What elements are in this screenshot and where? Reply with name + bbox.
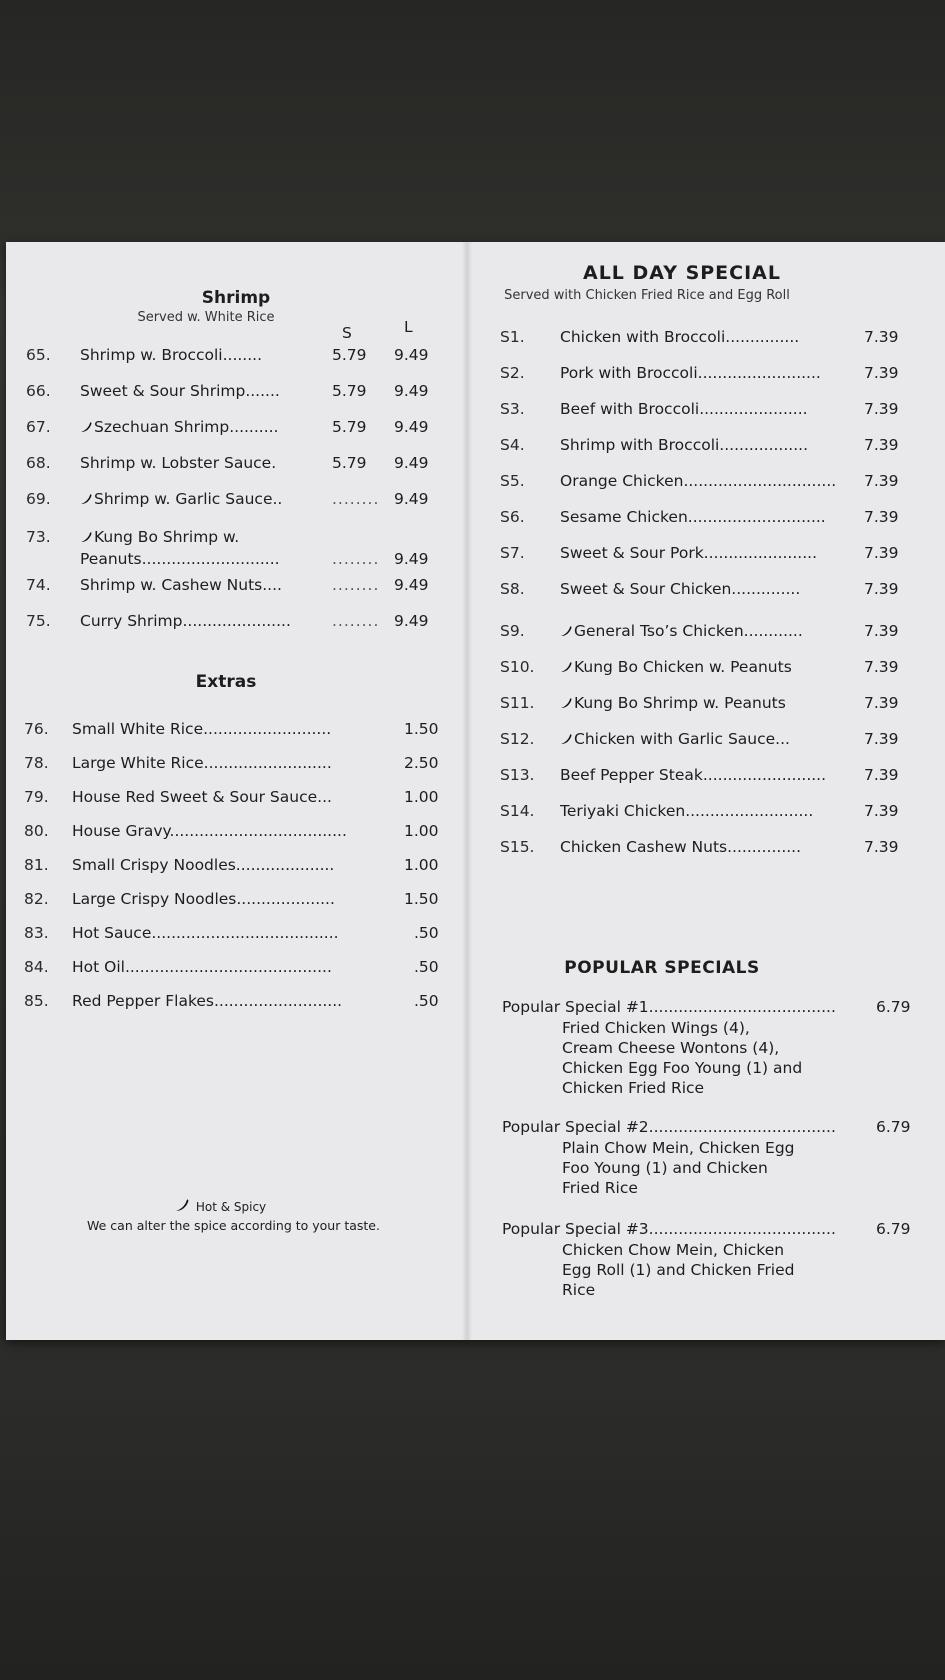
item-name: Large White Rice.......................... xyxy=(72,754,332,772)
item-number: 84. xyxy=(24,958,49,976)
item-number: S1. xyxy=(500,328,525,346)
shrimp-section-subtitle: Served w. White Rice xyxy=(137,310,275,325)
all-day-special-subtitle: Served with Chicken Fried Rice and Egg Roll xyxy=(504,288,790,303)
item-number: S4. xyxy=(500,436,525,454)
item-number: 81. xyxy=(24,856,49,874)
item-name: Shrimp w. Cashew Nuts.... xyxy=(80,576,282,594)
item-price: 7.39 xyxy=(864,472,899,490)
price-small: ........ xyxy=(332,612,380,630)
price-large: 9.49 xyxy=(394,454,429,472)
item-price: .50 xyxy=(414,958,439,976)
item-price: 2.50 xyxy=(404,754,439,772)
description-line: Chicken Egg Foo Young (1) and xyxy=(562,1059,803,1077)
item-price: 7.39 xyxy=(864,508,899,526)
item-name: Curry Shrimp...................... xyxy=(80,612,291,630)
item-number: S15. xyxy=(500,838,535,856)
shrimp-section-title: Shrimp xyxy=(201,288,271,308)
item-price: 1.50 xyxy=(404,890,439,908)
item-name: Sweet & Sour Chicken.............. xyxy=(560,580,801,598)
item-name: Kung Bo Shrimp w. Peanuts xyxy=(560,694,786,712)
item-name: Hot Sauce...................................... xyxy=(72,924,339,942)
item-name: Popular Special #3...................................... xyxy=(502,1220,836,1238)
item-name: Shrimp w. Garlic Sauce.. xyxy=(80,490,282,508)
extras-section-title: Extras xyxy=(195,672,257,692)
item-number: 76. xyxy=(24,720,49,738)
item-number: S9. xyxy=(500,622,525,640)
item-name: House Red Sweet & Sour Sauce... xyxy=(72,788,332,806)
all-day-special-title: ALL DAY SPECIAL xyxy=(583,262,781,284)
item-price: 7.39 xyxy=(864,580,899,598)
item-price: 7.39 xyxy=(864,436,899,454)
item-number: S12. xyxy=(500,730,535,748)
item-name: Peanuts............................ xyxy=(80,550,280,568)
item-price: 6.79 xyxy=(876,1118,911,1136)
item-number: S5. xyxy=(500,472,525,490)
item-number: S11. xyxy=(500,694,535,712)
description-line: Fried Chicken Wings (4), xyxy=(562,1019,750,1037)
item-number: 69. xyxy=(26,490,51,508)
item-number: S14. xyxy=(500,802,535,820)
chili-pepper-icon xyxy=(80,531,92,543)
popular-special-description xyxy=(562,1018,802,1098)
price-small: ........ xyxy=(332,550,380,568)
item-name: Teriyaki Chicken.......................... xyxy=(560,802,814,820)
item-number: 73. xyxy=(26,528,51,546)
item-price: 7.39 xyxy=(864,328,899,346)
item-number: 67. xyxy=(26,418,51,436)
chili-pepper-icon xyxy=(560,697,572,709)
item-price: 1.00 xyxy=(404,822,439,840)
price-small: 5.79 xyxy=(332,418,367,436)
item-number: 80. xyxy=(24,822,49,840)
item-name: Sweet & Sour Pork....................... xyxy=(560,544,817,562)
item-price: 7.39 xyxy=(864,730,899,748)
item-price: 1.00 xyxy=(404,788,439,806)
item-name: Szechuan Shrimp.......... xyxy=(80,418,278,436)
description-line: Rice xyxy=(562,1281,596,1299)
item-name: Hot Oil.......................................... xyxy=(72,958,332,976)
chili-pepper-icon xyxy=(80,421,92,433)
item-number: S3. xyxy=(500,400,525,418)
col-header-s: S xyxy=(342,324,352,342)
description-line: Cream Cheese Wontons (4), xyxy=(562,1039,780,1057)
item-number: S10. xyxy=(500,658,535,676)
item-number: 85. xyxy=(24,992,49,1010)
item-name: Chicken Cashew Nuts............... xyxy=(560,838,802,856)
description-line: Fried Rice xyxy=(562,1179,638,1197)
item-number: S8. xyxy=(500,580,525,598)
item-number: 66. xyxy=(26,382,51,400)
item-number: 78. xyxy=(24,754,49,772)
item-number: 68. xyxy=(26,454,51,472)
popular-specials-title: POPULAR SPECIALS xyxy=(564,958,760,978)
item-name: Beef Pepper Steak......................... xyxy=(560,766,827,784)
price-large: 9.49 xyxy=(394,550,429,568)
item-number: S13. xyxy=(500,766,535,784)
item-name: Shrimp w. Broccoli........ xyxy=(80,346,263,364)
price-large: 9.49 xyxy=(394,490,429,508)
item-number: 74. xyxy=(26,576,51,594)
chili-pepper-icon xyxy=(560,733,572,745)
item-name: Large Crispy Noodles.................... xyxy=(72,890,335,908)
spicy-legend xyxy=(174,1198,266,1214)
item-name: Beef with Broccoli...................... xyxy=(560,400,808,418)
price-small: ........ xyxy=(332,490,380,508)
chili-pepper-icon xyxy=(560,625,572,637)
description-line: Egg Roll (1) and Chicken Fried xyxy=(562,1261,795,1279)
item-number: S7. xyxy=(500,544,525,562)
description-line: Foo Young (1) and Chicken xyxy=(562,1159,768,1177)
price-large: 9.49 xyxy=(394,612,429,630)
popular-special-description xyxy=(562,1240,795,1300)
item-number: 79. xyxy=(24,788,49,806)
item-name: General Tso’s Chicken............ xyxy=(560,622,803,640)
item-number: 75. xyxy=(26,612,51,630)
item-price: 7.39 xyxy=(864,658,899,676)
item-name: Chicken with Broccoli............... xyxy=(560,328,800,346)
item-name: Shrimp with Broccoli.................. xyxy=(560,436,808,454)
item-number: 82. xyxy=(24,890,49,908)
item-price: 7.39 xyxy=(864,766,899,784)
item-name: Popular Special #2...................................... xyxy=(502,1118,836,1136)
popular-special-description xyxy=(562,1138,795,1198)
left-panel xyxy=(6,242,461,1340)
chili-pepper-icon xyxy=(174,1198,190,1212)
description-line: Chicken Fried Rice xyxy=(562,1079,705,1097)
item-price: 1.00 xyxy=(404,856,439,874)
item-price: 7.39 xyxy=(864,364,899,382)
right-panel xyxy=(472,242,945,1340)
item-name: House Gravy.................................... xyxy=(72,822,347,840)
item-price: 7.39 xyxy=(864,838,899,856)
price-small: ........ xyxy=(332,576,380,594)
item-name: Kung Bo Shrimp w. xyxy=(80,528,239,546)
item-number: 65. xyxy=(26,346,51,364)
price-small: 5.79 xyxy=(332,454,367,472)
description-line: Chicken Chow Mein, Chicken xyxy=(562,1241,785,1259)
item-number: S2. xyxy=(500,364,525,382)
item-name: Orange Chicken............................... xyxy=(560,472,837,490)
item-name: Chicken with Garlic Sauce... xyxy=(560,730,790,748)
fold-crease xyxy=(462,242,472,1340)
item-price: 7.39 xyxy=(864,400,899,418)
item-price: 6.79 xyxy=(876,998,911,1016)
price-large: 9.49 xyxy=(394,382,429,400)
item-number: 83. xyxy=(24,924,49,942)
price-large: 9.49 xyxy=(394,418,429,436)
spice-note: We can alter the spice according to your taste. xyxy=(87,1218,380,1233)
price-large: 9.49 xyxy=(394,346,429,364)
item-price: 7.39 xyxy=(864,802,899,820)
item-name: Small Crispy Noodles.................... xyxy=(72,856,335,874)
chili-pepper-icon xyxy=(80,493,92,505)
price-small: 5.79 xyxy=(332,382,367,400)
item-name: Small White Rice.......................... xyxy=(72,720,332,738)
item-price: 7.39 xyxy=(864,622,899,640)
price-small: 5.79 xyxy=(332,346,367,364)
item-price: 6.79 xyxy=(876,1220,911,1238)
spicy-legend-label: Hot & Spicy xyxy=(195,1200,267,1214)
chili-pepper-icon xyxy=(560,661,572,673)
price-large: 9.49 xyxy=(394,576,429,594)
item-name: Sweet & Sour Shrimp....... xyxy=(80,382,280,400)
item-name: Popular Special #1...................................... xyxy=(502,998,836,1016)
item-price: 7.39 xyxy=(864,694,899,712)
item-name: Red Pepper Flakes.......................... xyxy=(72,992,343,1010)
description-line: Plain Chow Mein, Chicken Egg xyxy=(562,1139,795,1157)
item-name: Sesame Chicken............................ xyxy=(560,508,826,526)
item-number: S6. xyxy=(500,508,525,526)
col-header-l: L xyxy=(404,318,413,336)
item-price: 7.39 xyxy=(864,544,899,562)
item-price: .50 xyxy=(414,992,439,1010)
item-name: Kung Bo Chicken w. Peanuts xyxy=(560,658,792,676)
item-price: 1.50 xyxy=(404,720,439,738)
item-name: Shrimp w. Lobster Sauce. xyxy=(80,454,277,472)
item-price: .50 xyxy=(414,924,439,942)
menu-sheet xyxy=(6,242,945,1340)
item-name: Pork with Broccoli......................... xyxy=(560,364,821,382)
